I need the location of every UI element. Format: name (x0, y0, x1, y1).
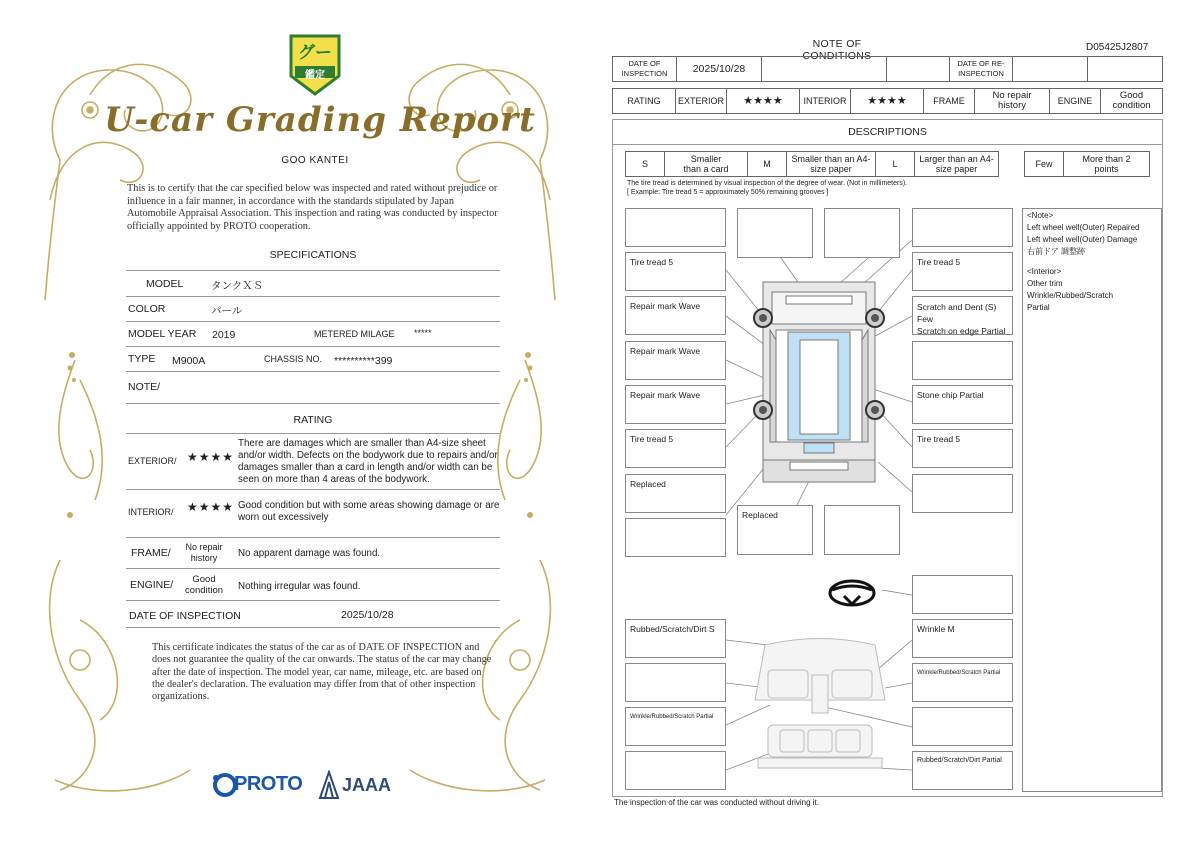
panel-int-l2 (625, 663, 726, 702)
engine-value: Good condition (184, 574, 224, 596)
date-of-inspection-label: DATE OF INSPECTION (129, 610, 241, 622)
note-line-1: Left wheel well(Outer) Repaired (1027, 223, 1140, 232)
panel-int-rubbed-partial: Rubbed/Scratch/Dirt Partial (912, 751, 1013, 790)
panel-right-front-tire: Tire tread 5 (912, 252, 1013, 291)
date-of-inspection-value: 2025/10/28 (341, 609, 394, 621)
panel-int-rubbed-s: Rubbed/Scratch/Dirt S (625, 619, 726, 658)
tire-note-2: [ Example: Tire tread 5 = approximately 50% remaining grooves ] (627, 189, 829, 196)
rating-heading: RATING (293, 414, 333, 426)
exterior-label: EXTERIOR/ (128, 456, 177, 466)
date-reinspection-label: DATE OF RE-INSPECTION (949, 56, 1013, 82)
panel-int-r3 (912, 707, 1013, 746)
interior-stars: ★★★★ (187, 500, 235, 514)
steering-wheel-icon (830, 581, 874, 605)
chassis-value: **********399 (334, 355, 393, 367)
panel-left-repair-1: Repair mark Wave (625, 296, 726, 335)
date-inspection-label: DATE OF INSPECTION (612, 56, 677, 82)
interior-description: Good condition but with some areas showing damage or are worn out excessively (238, 500, 500, 523)
goo-kantei-emblem (287, 32, 343, 96)
type-value: M900A (172, 355, 206, 367)
panel-bottom-replaced: Replaced (737, 505, 813, 555)
legend-s: S (625, 151, 665, 177)
note-line-2: Left wheel well(Outer) Damage (1027, 235, 1138, 244)
panel-left-rear-tire: Tire tread 5 (625, 429, 726, 468)
legend-m: M (747, 151, 787, 177)
color-value: パール (211, 305, 243, 317)
panel-int-wrinkle-right: Wrinkle/Rubbed/Scratch Partial (912, 663, 1013, 702)
logos (212, 770, 402, 800)
panel-right-stone-chip: Stone chip Partial (912, 385, 1013, 424)
frame-value: No repair history (185, 542, 223, 563)
color-label: COLOR (128, 303, 166, 315)
exterior-stars: ★★★★ (187, 450, 235, 464)
legend-few-desc: More than 2 points (1063, 151, 1150, 177)
note-label: NOTE/ (128, 381, 161, 393)
panel-left-repair-3: Repair mark Wave (625, 385, 726, 424)
interior-stars: ★★★★ (850, 88, 924, 114)
engine-description: Nothing irregular was found. (238, 581, 361, 592)
note-box (1022, 208, 1162, 792)
jaaa-logo-text: JAAA (342, 775, 392, 795)
model-label: MODEL (146, 278, 184, 290)
model-year-label: MODEL YEAR (128, 328, 197, 340)
interior-line-2: Wrinkle/Rubbed/Scratch (1027, 291, 1114, 300)
exterior-label: EXTERIOR (675, 88, 727, 114)
specifications-heading: SPECIFICATIONS (269, 249, 357, 261)
tire-note-1: The tire tread is determined by visual inspection of the degree of wear. (Not in millimeters). (627, 180, 908, 187)
emblem-kanji: 鑑定 (305, 70, 325, 81)
panel-left-replaced: Replaced (625, 474, 726, 513)
panel-left-repair-2: Repair mark Wave (625, 341, 726, 380)
panel-left-front-tire: Tire tread 5 (625, 252, 726, 291)
exterior-stars: ★★★★ (726, 88, 800, 114)
type-label: TYPE (128, 353, 156, 365)
interior-label: INTERIOR (799, 88, 851, 114)
exterior-description: There are damages which are smaller than A4-size sheet and/or width. Defects on the bodywork due to repairs and/or damages smaller than a card in length and/or width can be seen on more than 4 areas of the bodywork. (238, 438, 498, 485)
interior-line-3: Partial (1027, 303, 1050, 312)
chassis-label: CHASSIS NO. (264, 354, 323, 364)
mileage-label: METERED MILAGE (314, 329, 395, 339)
panel-int-l4 (625, 751, 726, 790)
panel-right-scratch: Scratch and Dent (S) Few Scratch on edge Partial (912, 296, 1013, 335)
certification-intro: This is to certify that the car specified below was inspected and rated without prejudice or influence in a fair manner, in accordance with the standards stipulated by Japan Automobile Appraisal Association. This inspection and rating was conducted by inspector officially appointed by PROTO cooperation. (127, 183, 498, 232)
panel-int-wrinkle-m: Wrinkle M (912, 619, 1013, 658)
interior-line-1: Other trim (1027, 279, 1063, 288)
panel-int-wrinkle-left: Wrinkle/Rubbed/Scratch Partial (625, 707, 726, 746)
descriptions-heading: DESCRIPTIONS (612, 119, 1163, 145)
legend-l: L (875, 151, 915, 177)
date-inspection-value: 2025/10/28 (676, 56, 762, 82)
legend-few: Few (1024, 151, 1064, 177)
panel-r3 (912, 341, 1013, 380)
report-subtitle: GOO KANTEI (281, 155, 349, 166)
frame-label: FRAME/ (131, 547, 171, 559)
panel-r0 (912, 208, 1013, 247)
emblem-badge: グー (298, 43, 332, 62)
legend-m-desc: Smaller than an A4-size paper (786, 151, 876, 177)
proto-logo-text: PROTO (234, 773, 303, 795)
mileage-value: ***** (414, 328, 432, 338)
frame-value: No repair history (974, 88, 1050, 114)
certificate-footer: This certificate indicates the status of the car as of DATE OF INSPECTION and does not guarantee the quality of the car onwards. The status of the car may change after the date of inspection. The model year, car name, mileage, etc. are based on the dealer's declaration. The evaluation may differ from that of other inspection organizations. (152, 642, 492, 703)
panel-l7 (625, 518, 726, 557)
legend-s-desc: Smaller than a card (664, 151, 748, 177)
engine-label: ENGINE (1049, 88, 1101, 114)
legend-l-desc: Larger than an A4-size paper (914, 151, 999, 177)
sheet-title: NOTE OF CONDITIONS (802, 38, 872, 62)
sheet-footer: The inspection of the car was conducted without driving it. (614, 798, 819, 807)
note-of-conditions-sheet (600, 0, 1200, 848)
engine-value: Good condition (1100, 88, 1163, 114)
rating-label: RATING (612, 88, 676, 114)
panel-right-rear-tire: Tire tread 5 (912, 429, 1013, 468)
note-line-3: 右前ドア 調整跡 (1027, 247, 1085, 256)
frame-description: No apparent damage was found. (238, 548, 381, 559)
model-value: タンクＸＳ (211, 280, 264, 292)
panel-r6 (912, 474, 1013, 513)
jaaa-logo-icon (318, 770, 340, 800)
sheet-code: D05425J2807 (1086, 42, 1149, 53)
panel-top-2 (824, 208, 900, 258)
panel-l0 (625, 208, 726, 247)
engine-label: ENGINE/ (130, 579, 174, 591)
interior-heading: <Interior> (1027, 267, 1062, 276)
note-heading: <Note> (1027, 211, 1054, 220)
panel-steering (912, 575, 1013, 614)
panel-bottom-2 (824, 505, 900, 555)
panel-top-1 (737, 208, 813, 258)
report-title: U-car Grading Report (104, 100, 536, 140)
interior-label: INTERIOR/ (128, 507, 174, 517)
frame-label: FRAME (923, 88, 975, 114)
model-year-value: 2019 (212, 329, 236, 341)
